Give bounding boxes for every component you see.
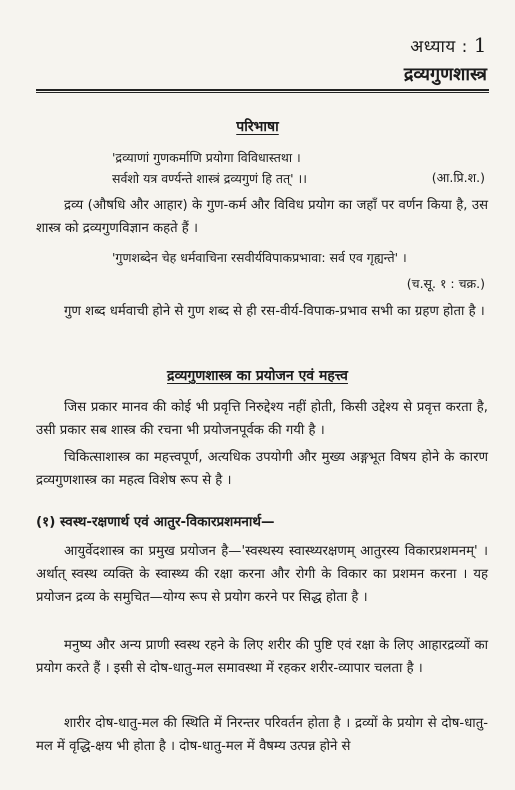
purpose-paragraph-5: शारीर दोष-धातु-मल की स्थिति में निरन्तर परिवर्तन होता है । द्रव्यों के प्रयोग से दोष-धातु-मल में वृद्धि-क्षय भी होता है । दोष-धातु-मल में वैषम्य उत्पन्न होने से — [36, 716, 488, 754]
purpose-heading: द्रव्यगुणशास्त्र का प्रयोजन एवं महत्त्व — [167, 368, 348, 384]
definition-paragraph-1: द्रव्य (औषधि और आहार) के गुण-कर्म और विविध प्रयोग का जहाँ पर वर्णन किया है, उस शास्त्र को द्रव्यगुणविज्ञान कहते हैं । — [36, 198, 488, 236]
definition-heading: परिभाषा — [236, 119, 279, 135]
chapter-label — [410, 33, 487, 57]
chapter-label-text: अध्याय : — [410, 37, 468, 57]
purpose-paragraph-1: जिस प्रकार मानव की कोई भी प्रवृत्ति निरुद्देश्य नहीं होती, किसी उद्देश्य से प्रवृत्त करता है, उसी प्रकार सब शास्त्र की रचना भी प्रयोजनपूर्वक की गयी है । — [36, 400, 488, 438]
purpose-paragraph-3: आयुर्वेदशास्त्र का प्रमुख प्रयोजन है—'स्वस्थस्य स्वास्थ्यरक्षणम् आतुरस्य विकारप्रशमनम्' । अर्थात् स्वस्थ व्यक्ति के स्वास्थ्य की रक्षा करना और रोगी के विकार का प्रशमन करना । यह प्रयोजन द्रव्य के समुचित—योग्य रूप से प्रयोग करने पर सिद्ध होता है । — [36, 544, 488, 605]
verse-line-1: 'द्रव्याणां गुणकर्माणि प्रयोगा विविधास्तथा । — [112, 150, 301, 165]
purpose-paragraph-2: चिकित्साशास्त्र का महत्त्वपूर्ण, अत्यधिक उपयोगी और मुख्य अङ्गभूत विषय होने के कारण द्रव्यगुणशास्त्र का महत्व विशेष रूप से है । — [36, 450, 488, 488]
verse-line-2: सर्वशो यत्र वर्ण्यन्ते शास्त्रं द्रव्यगुणं हि तत्' ।। — [112, 171, 307, 186]
quote-reference: (च.सू. १ : चक्र.) — [406, 276, 485, 291]
quote-line: 'गुणशब्देन चेह धर्मवाचिना रसवीर्यविपाकप्रभावा: सर्व एव गृह्यन्ते' । — [112, 250, 407, 265]
header-rule — [36, 89, 489, 91]
purpose-paragraph-4: मनुष्य और अन्य प्राणी स्वस्थ रहने के लिए शरीर की पुष्टि एवं रक्षा के लिए आहारद्रव्यों का प्रयोग करते हैं । इसी से दोष-धातु-मल समावस्था में रहकर शरीर-व्यापार चलता है । — [36, 638, 488, 676]
verse-reference: (आ.प्रि.श.) — [431, 170, 485, 185]
definition-paragraph-2: गुण शब्द धर्मवाची होने से गुण शब्द से ही रस-वीर्य-विपाक-प्रभाव सभी का ग्रहण होता है । — [64, 304, 485, 319]
chapter-title: द्रव्यगुणशास्त्र — [403, 64, 487, 85]
section-subheading: (१) स्वस्थ-रक्षणार्थ एवं आतुर-विकारप्रशमनार्थ— — [36, 514, 275, 530]
header-rule-thin — [36, 92, 489, 93]
chapter-number: 1 — [473, 33, 487, 57]
